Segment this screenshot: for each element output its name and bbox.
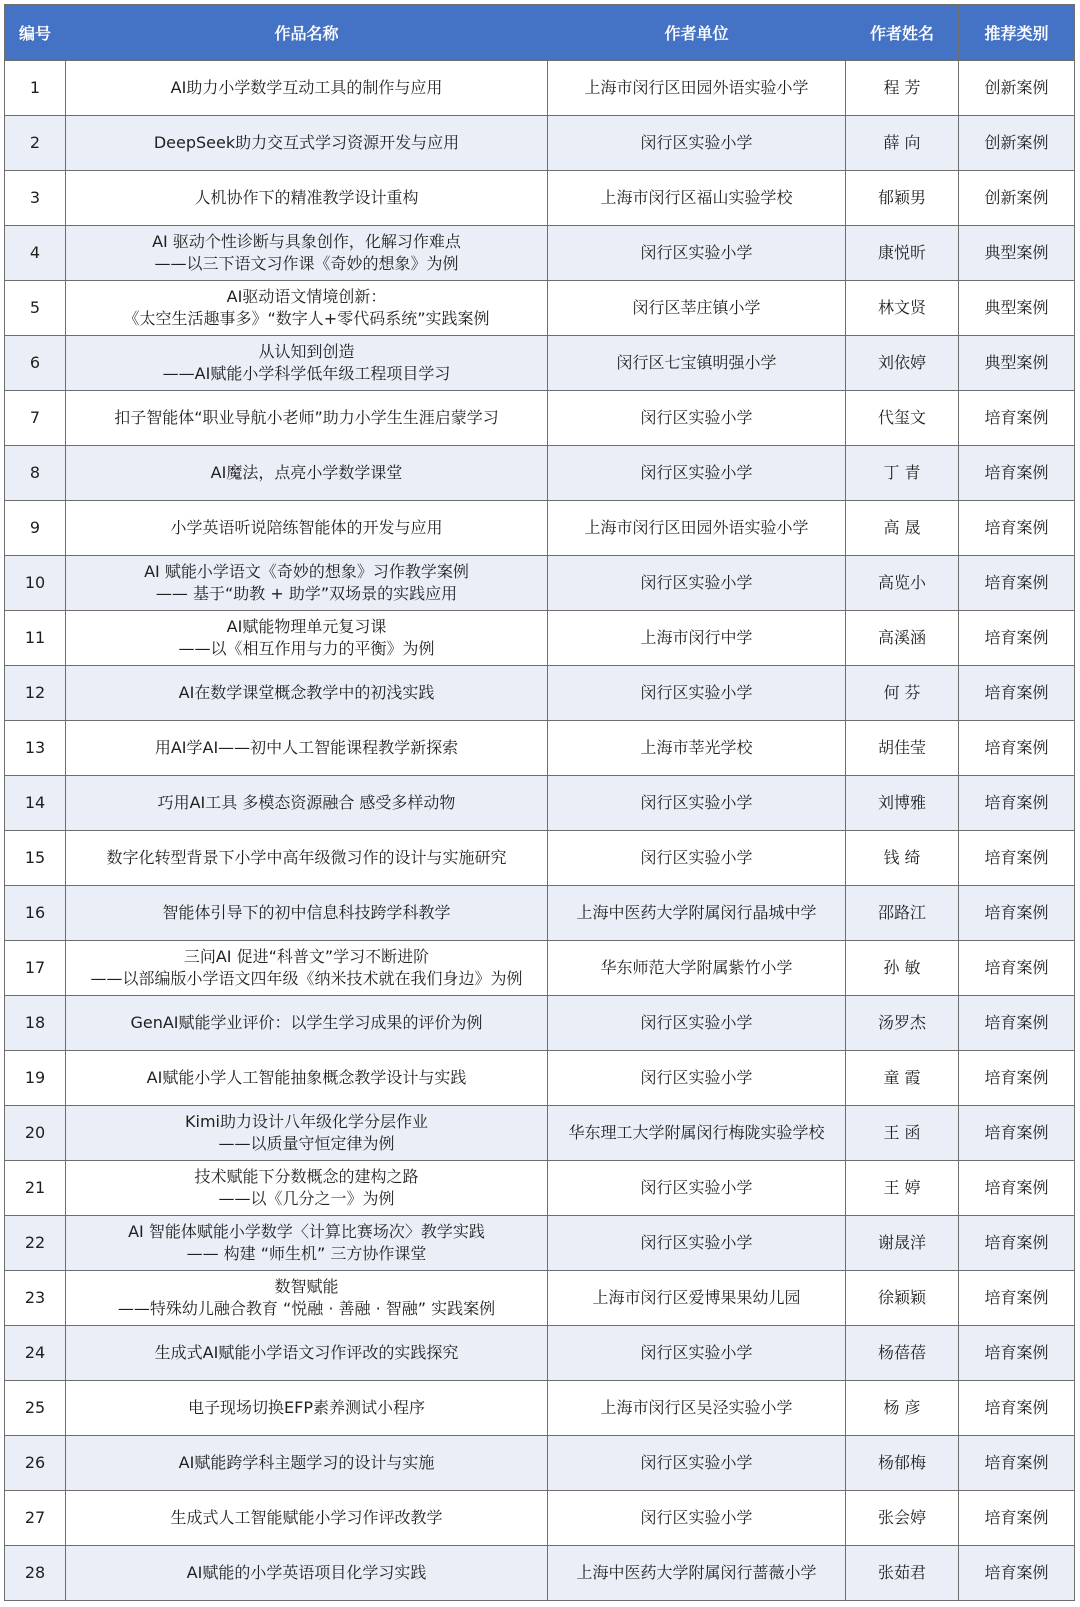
- cell-author: 王 婷: [846, 1161, 959, 1216]
- cell-unit: 闵行区实验小学: [548, 1491, 846, 1546]
- cell-category: 培育案例: [959, 666, 1075, 721]
- cell-title: [66, 1106, 548, 1161]
- cell-title: [66, 556, 548, 611]
- table-row: [5, 61, 1075, 116]
- cell-author: 林文贤: [846, 281, 959, 336]
- cell-title-line: AI赋能小学人工智能抽象概念教学设计与实践: [146, 1068, 467, 1087]
- cell-title-line: 三问AI 促进“科普文”学习不断进阶: [183, 947, 430, 966]
- table-row: [5, 1051, 1075, 1106]
- cell-no: 8: [5, 446, 66, 501]
- cell-title-line: 数智赋能: [274, 1277, 339, 1296]
- cell-category: 培育案例: [959, 1161, 1075, 1216]
- cell-unit: 闵行区实验小学: [548, 446, 846, 501]
- cell-unit: 闵行区实验小学: [548, 391, 846, 446]
- cell-unit: 闵行区莘庄镇小学: [548, 281, 846, 336]
- cell-author: 谢晟洋: [846, 1216, 959, 1271]
- cell-category: 培育案例: [959, 776, 1075, 831]
- cell-title-line: AI赋能跨学科主题学习的设计与实施: [178, 1453, 435, 1472]
- cell-title: [66, 171, 548, 226]
- cell-unit: 闵行区实验小学: [548, 1216, 846, 1271]
- cell-title: [66, 776, 548, 831]
- cell-title: [66, 1161, 548, 1216]
- cell-author: 杨蓓蓓: [846, 1326, 959, 1381]
- cell-category: 培育案例: [959, 1051, 1075, 1106]
- cell-category: 培育案例: [959, 721, 1075, 776]
- cell-unit: 上海市闵行区田园外语实验小学: [548, 61, 846, 116]
- cell-title-line: 生成式AI赋能小学语文习作评改的实践探究: [154, 1343, 459, 1362]
- cell-title: [66, 281, 548, 336]
- cell-no: 21: [5, 1161, 66, 1216]
- cell-author: 高 晟: [846, 501, 959, 556]
- table-row: [5, 336, 1075, 391]
- cell-author: 康悦昕: [846, 226, 959, 281]
- cell-title: [66, 831, 548, 886]
- cell-no: 25: [5, 1381, 66, 1436]
- cell-title: [66, 1051, 548, 1106]
- cell-author: 高溪涵: [846, 611, 959, 666]
- table-row: [5, 1381, 1075, 1436]
- cell-no: 10: [5, 556, 66, 611]
- table-row: [5, 941, 1075, 996]
- cell-no: 17: [5, 941, 66, 996]
- header-no: 编号: [5, 5, 66, 61]
- cell-category: 典型案例: [959, 226, 1075, 281]
- cell-title: [66, 1546, 548, 1601]
- cell-title: [66, 611, 548, 666]
- cell-unit: 闵行区实验小学: [548, 666, 846, 721]
- cell-no: 4: [5, 226, 66, 281]
- cell-title-line: 智能体引导下的初中信息科技跨学科教学: [162, 903, 451, 922]
- cell-no: 28: [5, 1546, 66, 1601]
- cell-unit: 闵行区实验小学: [548, 1051, 846, 1106]
- cell-unit: 上海市闵行区福山实验学校: [548, 171, 846, 226]
- table-row: [5, 1106, 1075, 1161]
- table-body: [5, 61, 1075, 1601]
- cell-no: 15: [5, 831, 66, 886]
- table-row: [5, 1326, 1075, 1381]
- cell-unit: 上海市闵行中学: [548, 611, 846, 666]
- cell-unit: 闵行区实验小学: [548, 1436, 846, 1491]
- cell-author: 汤罗杰: [846, 996, 959, 1051]
- cell-category: 培育案例: [959, 1271, 1075, 1326]
- cell-title-line: —— 构建 “师生机” 三方协作课堂: [186, 1244, 427, 1263]
- cell-author: 孙 敏: [846, 941, 959, 996]
- cell-no: 12: [5, 666, 66, 721]
- cell-title-line: AI助力小学数学互动工具的制作与应用: [170, 78, 443, 97]
- cell-unit: 闵行区实验小学: [548, 1161, 846, 1216]
- table-row: [5, 1216, 1075, 1271]
- cell-title-line: 电子现场切换EFP素养测试小程序: [188, 1398, 425, 1417]
- cell-no: 16: [5, 886, 66, 941]
- cell-author: 童 霞: [846, 1051, 959, 1106]
- table-row: [5, 666, 1075, 721]
- table-row: [5, 1546, 1075, 1601]
- table-row: [5, 776, 1075, 831]
- cell-author: 徐颖颖: [846, 1271, 959, 1326]
- cell-no: 26: [5, 1436, 66, 1491]
- cell-unit: 闵行区实验小学: [548, 996, 846, 1051]
- cell-no: 18: [5, 996, 66, 1051]
- cell-category: 培育案例: [959, 1106, 1075, 1161]
- table-row: [5, 1436, 1075, 1491]
- cell-title: [66, 721, 548, 776]
- cell-category: 创新案例: [959, 116, 1075, 171]
- cell-title-line: ——AI赋能小学科学低年级工程项目学习: [162, 364, 451, 383]
- cell-category: 培育案例: [959, 886, 1075, 941]
- table-row: [5, 501, 1075, 556]
- cell-unit: 上海中医药大学附属闵行蔷薇小学: [548, 1546, 846, 1601]
- cell-unit: 上海中医药大学附属闵行晶城中学: [548, 886, 846, 941]
- cell-title: [66, 666, 548, 721]
- cell-author: 高览小: [846, 556, 959, 611]
- cell-title-line: AI在数学课堂概念教学中的初浅实践: [178, 683, 435, 702]
- cell-unit: 上海市闵行区吴泾实验小学: [548, 1381, 846, 1436]
- table-row: [5, 446, 1075, 501]
- table-row: [5, 281, 1075, 336]
- results-table-container: [4, 4, 1074, 1601]
- cell-author: 代玺文: [846, 391, 959, 446]
- cell-author: 杨 彦: [846, 1381, 959, 1436]
- cell-unit: 闵行区实验小学: [548, 1326, 846, 1381]
- cell-unit: 华东师范大学附属紫竹小学: [548, 941, 846, 996]
- cell-author: 郁颖男: [846, 171, 959, 226]
- cell-no: 19: [5, 1051, 66, 1106]
- cell-unit: 闵行区实验小学: [548, 116, 846, 171]
- cell-title: [66, 1326, 548, 1381]
- cell-no: 6: [5, 336, 66, 391]
- results-table: [4, 4, 1075, 1601]
- cell-unit: 上海市闵行区爱博果果幼儿园: [548, 1271, 846, 1326]
- cell-title: [66, 1491, 548, 1546]
- cell-category: 培育案例: [959, 941, 1075, 996]
- cell-title-line: GenAI赋能学业评价：以学生学习成果的评价为例: [130, 1013, 483, 1032]
- header-unit: 作者单位: [548, 5, 846, 61]
- cell-no: 14: [5, 776, 66, 831]
- cell-category: 培育案例: [959, 446, 1075, 501]
- table-row: [5, 116, 1075, 171]
- cell-title-line: AI 智能体赋能小学数学〈计算比赛场次〉教学实践: [128, 1222, 485, 1241]
- cell-title-line: ——特殊幼儿融合教育 “悦融 · 善融 · 智融” 实践案例: [117, 1299, 496, 1318]
- cell-category: 培育案例: [959, 1326, 1075, 1381]
- cell-author: 刘博雅: [846, 776, 959, 831]
- header-row: [5, 5, 1075, 61]
- cell-category: 典型案例: [959, 281, 1075, 336]
- cell-title-line: 巧用AI工具 多模态资源融合 感受多样动物: [157, 793, 456, 812]
- table-row: [5, 721, 1075, 776]
- cell-title-line: 人机协作下的精准教学设计重构: [194, 188, 419, 207]
- table-row: [5, 1271, 1075, 1326]
- cell-no: 20: [5, 1106, 66, 1161]
- cell-title-line: —— 基于“助教 + 助学”双场景的实践应用: [155, 584, 458, 603]
- cell-unit: 闵行区实验小学: [548, 556, 846, 611]
- cell-category: 创新案例: [959, 61, 1075, 116]
- cell-unit: 闵行区实验小学: [548, 776, 846, 831]
- cell-title-line: Kimi助力设计八年级化学分层作业: [185, 1112, 428, 1131]
- table-row: [5, 611, 1075, 666]
- cell-unit: 华东理工大学附属闵行梅陇实验学校: [548, 1106, 846, 1161]
- cell-author: 何 芬: [846, 666, 959, 721]
- cell-title-line: 《太空生活趣事多》“数字人+零代码系统”实践案例: [123, 309, 490, 328]
- cell-title-line: 生成式人工智能赋能小学习作评改教学: [170, 1508, 443, 1527]
- cell-title-line: AI 驱动个性诊断与具象创作，化解习作难点: [152, 232, 461, 251]
- cell-category: 培育案例: [959, 996, 1075, 1051]
- cell-category: 培育案例: [959, 1436, 1075, 1491]
- header-author: 作者姓名: [846, 5, 959, 61]
- cell-title: [66, 116, 548, 171]
- cell-category: 培育案例: [959, 501, 1075, 556]
- cell-category: 培育案例: [959, 391, 1075, 446]
- cell-category: 培育案例: [959, 611, 1075, 666]
- cell-title-line: AI赋能的小学英语项目化学习实践: [186, 1563, 427, 1582]
- cell-category: 典型案例: [959, 336, 1075, 391]
- table-header: [5, 5, 1075, 61]
- cell-author: 杨郁梅: [846, 1436, 959, 1491]
- cell-author: 胡佳莹: [846, 721, 959, 776]
- cell-title-line: AI赋能物理单元复习课: [226, 617, 387, 636]
- cell-no: 9: [5, 501, 66, 556]
- cell-unit: 闵行区七宝镇明强小学: [548, 336, 846, 391]
- cell-author: 邵路江: [846, 886, 959, 941]
- header-title: 作品名称: [66, 5, 548, 61]
- cell-no: 5: [5, 281, 66, 336]
- cell-author: 张会婷: [846, 1491, 959, 1546]
- cell-category: 创新案例: [959, 171, 1075, 226]
- cell-title: [66, 1381, 548, 1436]
- cell-no: 3: [5, 171, 66, 226]
- cell-title-line: AI 赋能小学语文《奇妙的想象》习作教学案例: [144, 562, 469, 581]
- table-row: [5, 1161, 1075, 1216]
- cell-category: 培育案例: [959, 831, 1075, 886]
- cell-title: [66, 61, 548, 116]
- cell-title: [66, 1216, 548, 1271]
- cell-title: [66, 226, 548, 281]
- cell-title-line: ——以《几分之一》为例: [218, 1189, 395, 1208]
- table-row: [5, 886, 1075, 941]
- table-row: [5, 556, 1075, 611]
- cell-title: [66, 886, 548, 941]
- cell-title-line: ——以三下语文习作课《奇妙的想象》为例: [154, 254, 459, 273]
- cell-category: 培育案例: [959, 1216, 1075, 1271]
- cell-title: [66, 446, 548, 501]
- cell-no: 13: [5, 721, 66, 776]
- cell-category: 培育案例: [959, 1491, 1075, 1546]
- cell-title-line: 技术赋能下分数概念的建构之路: [194, 1167, 419, 1186]
- cell-author: 薛 向: [846, 116, 959, 171]
- cell-no: 24: [5, 1326, 66, 1381]
- cell-title-line: 用AI学AI——初中人工智能课程教学新探索: [154, 738, 459, 757]
- cell-category: 培育案例: [959, 1381, 1075, 1436]
- cell-category: 培育案例: [959, 1546, 1075, 1601]
- cell-title-line: ——以质量守恒定律为例: [218, 1134, 395, 1153]
- cell-title-line: ——以《相互作用与力的平衡》为例: [178, 639, 435, 658]
- cell-title-line: 小学英语听说陪练智能体的开发与应用: [170, 518, 443, 537]
- cell-unit: 闵行区实验小学: [548, 831, 846, 886]
- cell-no: 11: [5, 611, 66, 666]
- cell-no: 2: [5, 116, 66, 171]
- cell-title: [66, 501, 548, 556]
- table-row: [5, 391, 1075, 446]
- cell-author: 钱 绮: [846, 831, 959, 886]
- cell-title: [66, 1436, 548, 1491]
- cell-category: 培育案例: [959, 556, 1075, 611]
- table-row: [5, 831, 1075, 886]
- table-row: [5, 171, 1075, 226]
- cell-no: 22: [5, 1216, 66, 1271]
- cell-title: [66, 996, 548, 1051]
- cell-title-line: ——以部编版小学语文四年级《纳米技术就在我们身边》为例: [90, 969, 523, 988]
- cell-title: [66, 941, 548, 996]
- cell-unit: 上海市莘光学校: [548, 721, 846, 776]
- cell-no: 27: [5, 1491, 66, 1546]
- cell-unit: 闵行区实验小学: [548, 226, 846, 281]
- cell-title: [66, 336, 548, 391]
- cell-no: 1: [5, 61, 66, 116]
- cell-author: 张茹君: [846, 1546, 959, 1601]
- cell-title: [66, 1271, 548, 1326]
- cell-unit: 上海市闵行区田园外语实验小学: [548, 501, 846, 556]
- cell-title-line: 从认知到创造: [258, 342, 355, 361]
- cell-title-line: AI驱动语文情境创新：: [226, 287, 387, 306]
- header-category: 推荐类别: [959, 5, 1075, 61]
- cell-title-line: DeepSeek助力交互式学习资源开发与应用: [153, 133, 460, 152]
- table-row: [5, 996, 1075, 1051]
- cell-title-line: 扣子智能体“职业导航小老师”助力小学生生涯启蒙学习: [114, 408, 499, 427]
- cell-no: 7: [5, 391, 66, 446]
- cell-title: [66, 391, 548, 446]
- cell-author: 刘依婷: [846, 336, 959, 391]
- cell-author: 程 芳: [846, 61, 959, 116]
- cell-no: 23: [5, 1271, 66, 1326]
- cell-author: 王 函: [846, 1106, 959, 1161]
- cell-title-line: 数字化转型背景下小学中高年级微习作的设计与实施研究: [106, 848, 507, 867]
- cell-title-line: AI魔法，点亮小学数学课堂: [210, 463, 403, 482]
- table-row: [5, 1491, 1075, 1546]
- table-row: [5, 226, 1075, 281]
- cell-author: 丁 青: [846, 446, 959, 501]
